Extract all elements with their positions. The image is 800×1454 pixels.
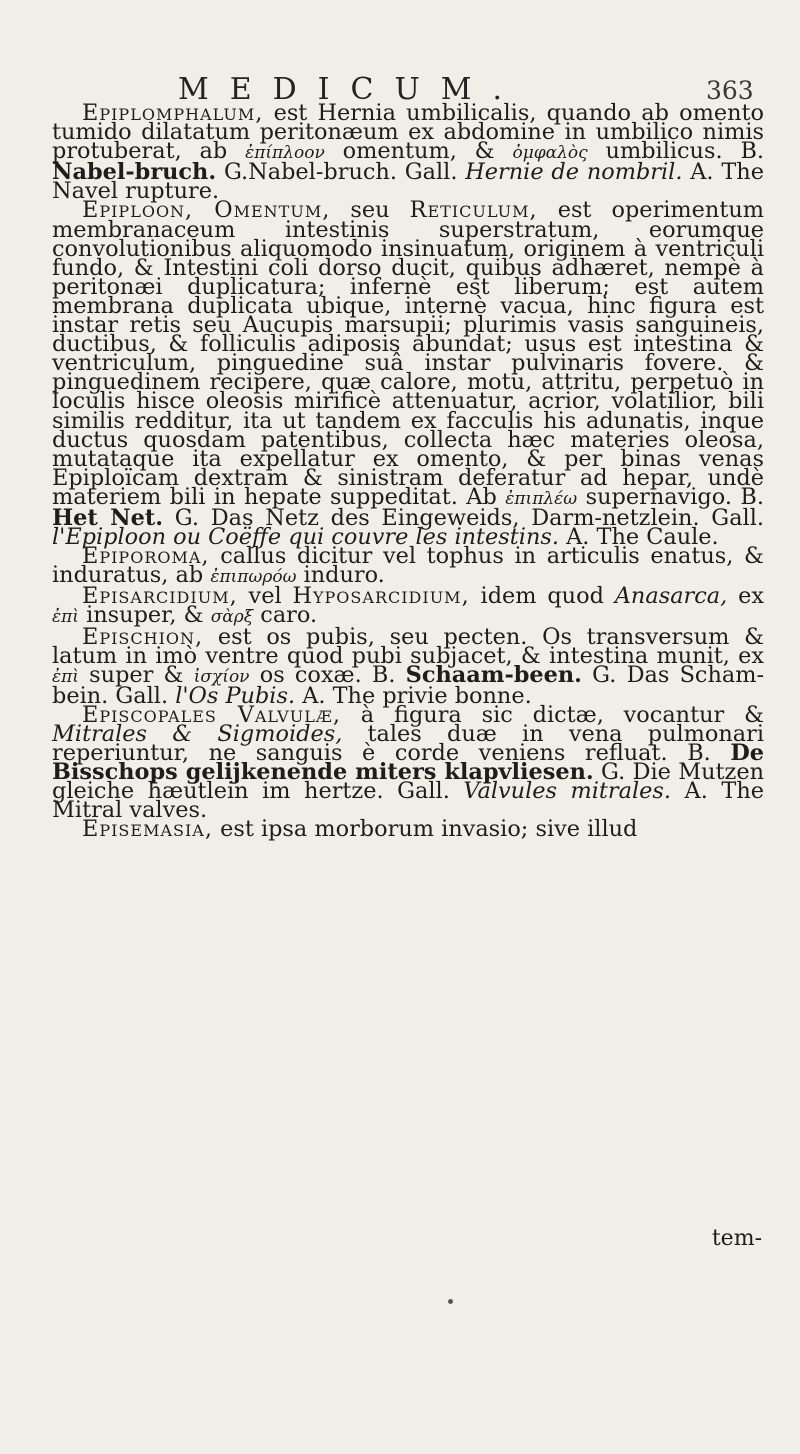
greek-word: ἰσχίον — [193, 666, 250, 687]
italic-text: l'Os Pubis. — [175, 682, 296, 709]
entry-text: caro. — [253, 602, 318, 629]
entry-text: idem quod — [469, 583, 615, 610]
entry-headword: Episcopales Valvulæ, — [82, 701, 341, 728]
dictionary-entry — [52, 100, 765, 205]
gothic-text: Nabel-bruch. — [52, 159, 217, 186]
entry-headword: Episarcidium, — [82, 583, 238, 610]
greek-word: ἐπιπωρόω — [210, 567, 297, 588]
greek-word: ὀμφαλὸς — [512, 143, 588, 164]
italic-text: Anasarca, — [614, 583, 728, 610]
dictionary-entry — [52, 623, 765, 709]
entry-text: A. The privie bonne. — [295, 682, 532, 709]
greek-word: ἐπὶ — [52, 666, 79, 687]
entry-text: os coxæ. B. — [249, 661, 406, 688]
dictionary-entry — [52, 583, 764, 629]
dictionary-entry — [52, 197, 764, 551]
dictionary-entries — [52, 100, 765, 843]
entry-text: insuper, & — [78, 602, 211, 629]
catchword: tem- — [711, 1226, 762, 1251]
entry-text: à figura sic dictæ, vocantur & — [340, 701, 764, 728]
gothic-text: De Bisschops gelijkenende miters klapvliesen. — [52, 740, 764, 786]
entry-text: seu — [330, 197, 410, 224]
entry-headword: Epischion, — [82, 623, 204, 650]
entry-headword: Epiploon, Omentum, — [82, 197, 331, 224]
entry-text: est os pubis, seu pecten. Os transversum & latum in imò ventre quod pubi subjacet, & intestina munit, ex — [52, 623, 764, 669]
italic-text: Mitrales & Sigmoides, — [52, 721, 343, 747]
italic-text: l'Epiploon ou Coëffe qui couvre les intestins. — [52, 524, 559, 551]
entry-headword: Episemasia, — [82, 816, 213, 843]
italic-text: Valvules mitrales. — [463, 778, 671, 805]
entry-text: A. The Navel rupture. — [52, 159, 764, 205]
entry-text: G.Nabel-bruch. Gall. — [216, 159, 466, 186]
running-title: MEDICUM. — [178, 72, 524, 107]
greek-word: ἐπὶ — [52, 607, 79, 628]
dictionary-entry — [52, 816, 764, 843]
entry-text: super & — [78, 661, 194, 688]
page-number: 363 — [706, 76, 754, 105]
dictionary-entry — [52, 701, 765, 824]
entry-text: est ipsa morborum invasio; sive illud — [212, 816, 638, 843]
entry-text: G. Die Mutzen gleiche hæutlein im hertze. Gall. — [52, 759, 765, 805]
greek-word: ἐπιπλέω — [505, 488, 578, 509]
entry-text: est Hernia umbilicalis, quando ab omento tumido dilatatum peritonæum ex abdomine in umbilico nimis protuberat, ab — [52, 100, 764, 165]
printer-mark — [448, 1299, 453, 1304]
gothic-text: Het Net. — [52, 504, 164, 531]
cross-reference: Hyposarcidium, — [292, 583, 470, 610]
gothic-text: Schaam-been. — [405, 661, 582, 688]
entry-headword: Epiporoma, — [82, 543, 210, 570]
entry-text: G. Das Netz des Eingeweids, Darm-netzlein. Gall. — [163, 504, 764, 531]
entry-text: tales duæ in vena pulmonari reperiuntur, ne sanguis è corde veniens refluat. B. — [52, 721, 765, 767]
greek-word: σὰρξ — [210, 607, 254, 628]
greek-word: ἐπίπλοον — [245, 143, 325, 164]
entry-text: induro. — [296, 562, 385, 589]
running-head — [0, 62, 800, 107]
entry-text: vel — [237, 583, 293, 610]
entry-text: A. The Mitral valves. — [52, 778, 764, 824]
dictionary-entry — [52, 543, 764, 589]
entry-headword: Epiplomphalum, — [82, 100, 264, 126]
entry-text: G. Das Scham-bein. Gall. — [52, 661, 765, 709]
entry-text: est operimentum membranaceum intestinis superstratum, eorumque convolutionibus aliquomodo insinuatum, originem à ventriculi fundo, & Intestini coli dorso ducit, quibus adhæret, nempè à peritonæi duplicatura; infernè est liberum; est autem membrana duplicata ubique, internè vacua, hinc figura est instar retis seu Aucupis marsupii; plurimis vasis sanguineis, ductibus, & folliculis adiposis abundat; usus est intestina & ventriculum, pinguedine suâ instar pulvinaris fovere. & pinguedinem recipere, quæ calore, motu, attritu, perpetuò in loculis hisce oleosis mirificè attenuatur, acrior, volatilior, bili similis redditur, ita ut tandem ex facculis his adunatis, inque ductus quosdam patentibus, collecta hæc materies oleosa, mutataque ita expellatur ex omento, & per binas venas Epiploïcam dextram & sinistram deferatur ad hepar, undè materiem bili in hepate suppeditat. Ab — [52, 197, 764, 510]
cross-reference: Reticulum, — [409, 197, 538, 224]
italic-text: Hernie de nombril. — [465, 159, 683, 186]
entry-text: umbilicus. B. — [587, 138, 765, 165]
entry-text: omentum, & — [324, 138, 513, 165]
entry-text: supernavigo. B. — [577, 483, 764, 510]
entry-text: ex — [727, 583, 764, 610]
entry-text: A. The Caule. — [558, 524, 719, 551]
entry-text: callus dicitur vel tophus in articulis enatus, & induratus, ab — [52, 543, 764, 589]
